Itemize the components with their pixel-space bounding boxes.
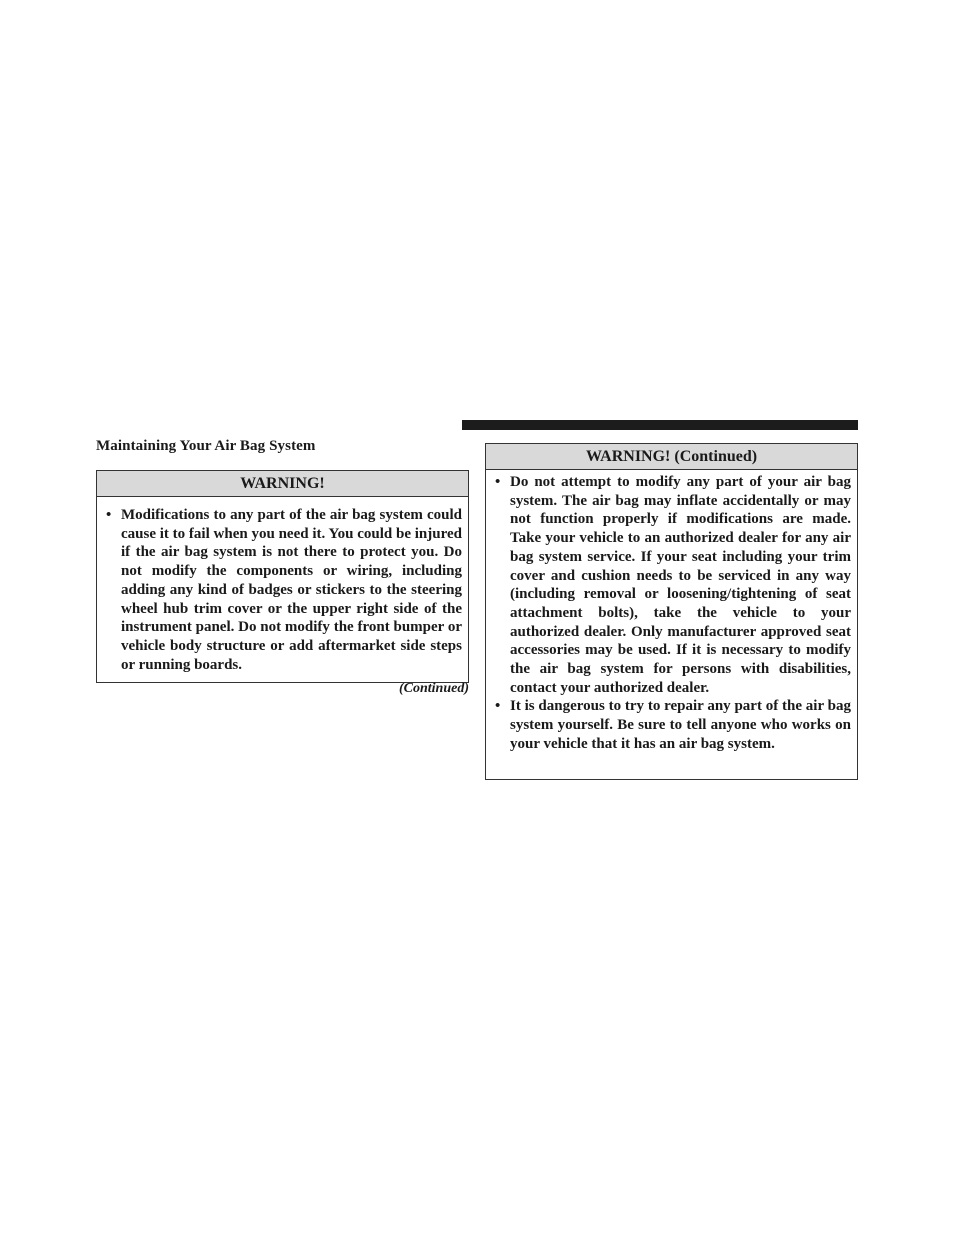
warning-item-text: Do not attempt to modify any part of your air bag system. The air bag may inflate accidentally or may not function properly if modifications are made. Take your vehicle to an authorized dealer for any air bag system service. If your seat including your trim cover and cushion needs to be serviced in any way (including removal or loosening/tightening of seat attachment bolts), take the vehicle to your authorized dealer. Only manufacturer approved seat accessories may be used. If it is necessary to modify the air bag system for persons with disabilities, contact your authorized dealer. xyxy=(510,474,851,696)
section-top-bar xyxy=(462,420,858,430)
warning-item xyxy=(97,506,462,674)
warning-header-left: WARNING! xyxy=(97,471,468,497)
warning-item-text: Modifications to any part of the air bag system could cause it to fail when you need it. You could be injured if the air bag system is not there to protect you. Do not modify the components or wiring, including adding any kind of badges or stickers to the steering wheel hub trim cover or the upper right side of the instrument panel. Do not modify the front bumper or vehicle body structure or add aftermarket side steps or running boards. xyxy=(121,507,462,673)
warning-header-right: WARNING! (Continued) xyxy=(486,444,857,470)
warning-item-text: It is dangerous to try to repair any part of the air bag system yourself. Be sure to tell anyone who works on your vehicle that it has an air bag system. xyxy=(510,698,851,752)
warning-item xyxy=(486,697,851,753)
section-heading: Maintaining Your Air Bag System xyxy=(96,438,316,454)
bullet-icon: • xyxy=(106,507,112,523)
warning-box-left xyxy=(96,470,469,683)
warning-list-left xyxy=(97,497,468,674)
bullet-icon: • xyxy=(495,474,501,490)
warning-item xyxy=(486,473,851,697)
warning-box-right xyxy=(485,443,858,780)
bullet-icon: • xyxy=(495,698,501,715)
warning-list-right xyxy=(486,470,857,754)
continued-label: (Continued) xyxy=(398,681,469,696)
